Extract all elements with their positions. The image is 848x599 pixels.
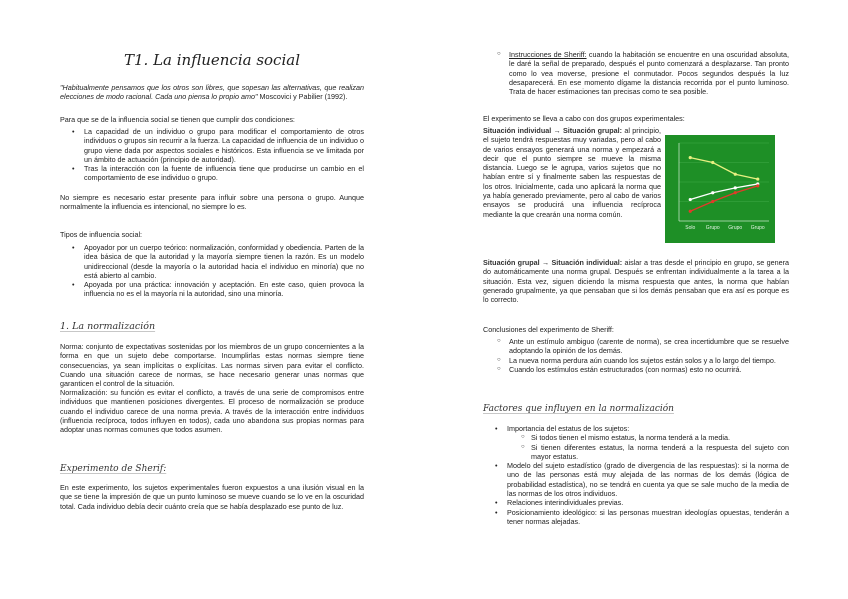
chart-point — [711, 200, 714, 203]
instructions-text: cuando la habitación se encuentre en una oscuridad absoluta, le daré la señal de preparado, después el punto comenzará a desplazarse. Tan pronto como lo vea moverse, presione el conmutador. Pocos segundos después la luz desaparecerá. En ese momento dígame la distancia recorrida por el punto luminoso. Trata de hacer estimaciones tan precisas como te sea posible. — [509, 50, 789, 97]
list-item: • Relaciones interindividuales previas. — [495, 498, 789, 507]
note-text: No siempre es necesario estar presente para influir sobre una persona o grupo. Aunque normalmente la influencia es intencional, no siempre lo es. — [60, 193, 364, 212]
factors-list — [495, 424, 789, 526]
chart-tick-label: Solo — [685, 225, 696, 231]
chart-point — [756, 184, 759, 187]
conditions-list — [72, 127, 364, 183]
types-title: Tipos de influencia social: — [60, 230, 143, 239]
conclusions-list — [497, 337, 789, 374]
list-item: ○ Si tienen diferentes estatus, la norma tenderá a la respuesta del sujeto con mayor estatus. — [521, 443, 789, 462]
situation-2-text: aislar a tras desde el principio en grupo, se genera do automáticamente una norma grupal. Después se enfrentan individualmente a la tarea a la situación. Esta vez, siguen diciendo la misma respuesta que antes, la norma que habían generado grupalmente, ya que pensaban que si los demás pensaban que era así es porque es lo correcto. — [483, 258, 789, 305]
chart-point — [734, 191, 737, 194]
situation-1-heading: Situación individual → Situación grupal: — [483, 126, 623, 135]
normalizacion-paragraph: Normalización: su función es evitar el conflicto, a través de una serie de compromisos entre individuos que mantienen posiciones divergentes. El proceso de normalización se produce cuando el individuo carece de una norma previa. A través de la interacción entre individuos (influencia recíproca, todos influyen en todos), cada uno abandona sus propias normas para adoptar unas normas comunes que todos asumen. — [60, 388, 364, 435]
list-item: ○ Ante un estímulo ambiguo (carente de norma), se crea incertidumbre que se resuelve adoptando la opinión de los demás. — [497, 337, 789, 356]
chart-point — [711, 161, 714, 164]
list-item: • La capacidad de un individuo o grupo para modificar el comportamiento de otros individuos o grupos sin recurrir a la fuerza. La capacidad de influencia de un individuo o grupo viene dada por aspectos sociales e históricos. Esta influencia se ve limitada por un ámbito de actuación (principio de autoridad). — [72, 127, 364, 164]
chart-tick-label: Grupo — [705, 225, 720, 231]
chart-point — [689, 156, 692, 159]
situation-2-heading: Situación grupal → Situación individual: — [483, 258, 623, 267]
factor-status: Importancia del estatus de los sujetos: — [507, 424, 630, 433]
list-item: • Posicionamiento ideológico: si las personas muestran ideologías opuestas, tenderán a tener normas alejadas. — [495, 508, 789, 527]
chart-point — [734, 173, 737, 176]
list-item: ○ Cuando los estímulos están estructurados (con normas) esto no ocurrirá. — [497, 365, 789, 374]
chart-point — [711, 191, 714, 194]
section-heading-factors: Factores que influyen en la normalización — [483, 404, 674, 414]
section-heading-sherif: Experimento de Sherif: — [60, 464, 167, 474]
conclusions-title: Conclusiones del experimento de Sheriff: — [483, 325, 614, 334]
quote-text: "Habitualmente pensamos que los otros son libres, que sopesan las alternativas, que realizan elecciones de modo racional. Cada uno piensa lo propio amo" — [60, 83, 364, 102]
list-item: • Apoyador por un cuerpo teórico: normalización, conformidad y obediencia. Parten de la idea básica de que la autoridad y la mayoría siempre tienen la razón. Es un modelo unidireccional (desde la mayoría o la autoridad hacia el individuo en minoría) que no está abierto al cambio. — [72, 243, 364, 280]
list-item: • Tras la interacción con la fuente de influencia tiene que producirse un cambio en el comportamiento de ese individuo o grupo. — [72, 164, 364, 183]
page-title: T1. La influencia social — [124, 51, 300, 69]
chart-point — [756, 177, 759, 180]
situation-1 — [483, 126, 661, 219]
chart-tick-label: Grupo — [750, 225, 765, 231]
sherif-chart — [665, 135, 775, 243]
chart-tick-label: Grupo — [728, 225, 743, 231]
chart-point — [689, 198, 692, 201]
chart-point — [689, 210, 692, 213]
chart-point — [734, 186, 737, 189]
quote-author: Moscovici y Pabilier (1992). — [259, 92, 348, 102]
section-heading-normalizacion: 1. La normalización — [60, 321, 156, 332]
list-item: • Modelo del sujeto estadístico (grado de divergencia de las respuestas): si la norma de uno de las personas está muy alejada de las normas de los demás (lógica de probabilidad estadística), no se tendrá en cuenta ya que se sale mucho de la media de las normas de los otros individuos. — [495, 461, 789, 498]
types-list — [72, 243, 364, 299]
instructions-list — [497, 50, 789, 96]
sherif-paragraph: En este experimento, los sujetos experimentales fueron expuestos a una ilusión visual en la que se tiene la impresión de que un punto luminoso se mueve cuando se lo ve en la oscuridad total. Cada individuo debía decir cuánto creía que se había desplazado ese punto de luz. — [60, 483, 364, 511]
situation-2 — [483, 258, 789, 304]
list-item: ○ La nueva norma perdura aún cuando los sujetos están solos y a lo largo del tiempo. — [497, 356, 789, 365]
status-sublist — [507, 433, 789, 461]
list-item: • Apoyada por una práctica: innovación y aceptación. En este caso, quien provoca la influencia no es el la mayoría ni la autoridad, sino una minoría. — [72, 280, 364, 299]
situation-1-text: al principio, el sujeto tendrá respuestas muy variadas, pero al cabo de varios ensayos generará una norma y empezará a decir que el punto siempre se mueve la misma distancia. Luego se le agrupa, varios sujetos que no habían entre sí y finalmente saben las respuestas de los otros. Inicialmente, cada uno aplicará la norma que ya había generado previamente, pero al cabo de varios ensayos se producirá una influencia recíproca mediante la que crearán una norma común. — [483, 126, 661, 219]
list-item — [495, 424, 789, 461]
instructions-label: Instrucciones de Sheriff: — [509, 50, 587, 59]
norma-paragraph: Norma: conjunto de expectativas sostenidas por los miembros de un grupo concernientes a la forma en que un sujeto debe comportarse. Incumplirlas estas normas siempre tiene consecuencias, ya sean implícitas o explícitas. Las normas sirven para evitar el conflicto. Cuando una situación carece de normas, se hace necesario generar unas normas que garanticen el control de la situación. — [60, 342, 364, 389]
intro-text: Para que se de la influencia social se tienen que cumplir dos condiciones: — [60, 115, 295, 124]
quote — [60, 83, 364, 102]
list-item — [497, 50, 789, 96]
list-item: ○ Si todos tienen el mismo estatus, la norma tenderá a la media. — [521, 433, 789, 442]
experiment-intro: El experimento se lleva a cabo con dos grupos experimentales: — [483, 114, 685, 123]
